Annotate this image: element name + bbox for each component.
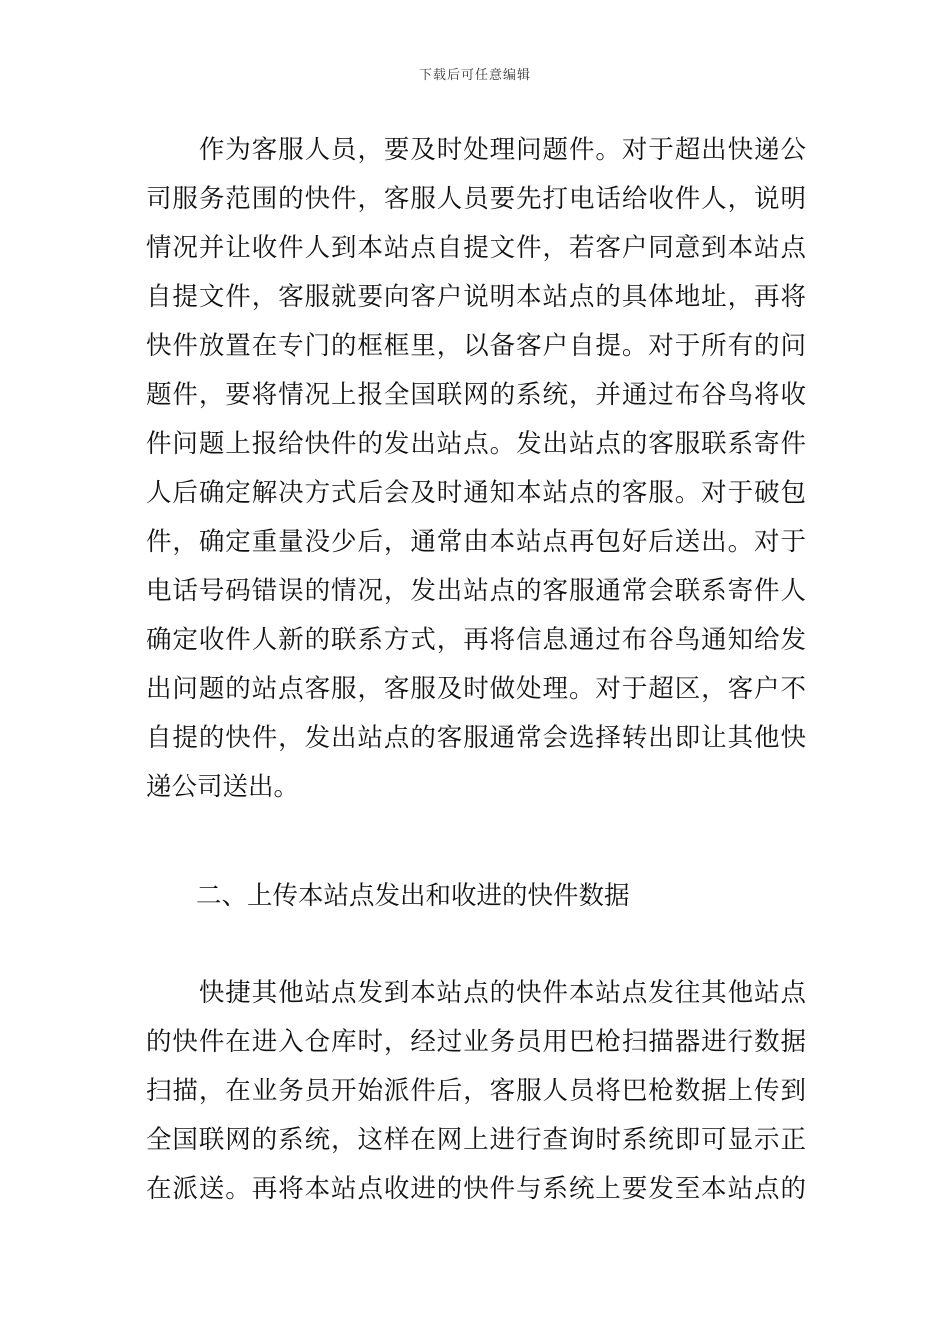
paragraph-1: [146, 126, 806, 812]
paragraph-2: [146, 969, 806, 1214]
paragraph-line: 电话号码错误的情况，发出站点的客服通常会联系寄件人: [146, 576, 806, 606]
paragraph-line: 件，确定重量没少后，通常由本站点再包好后送出。对于: [146, 527, 806, 557]
paragraph-line: 出问题的站点客服，客服及时做处理。对于超区，客户不: [146, 674, 806, 704]
paragraph-line: 自提文件，客服就要向客户说明本站点的具体地址，再将: [146, 282, 806, 312]
paragraph-line: 快捷其他站点发到本站点的快件本站点发往其他站点: [146, 978, 806, 1008]
paragraph-line: 作为客服人员，要及时处理问题件。对于超出快递公: [146, 135, 806, 165]
page-header: 下载后可任意编辑: [418, 68, 531, 83]
paragraph-line: 确定收件人新的联系方式，再将信息通过布谷鸟通知给发: [146, 625, 806, 655]
paragraph-line: 自提的快件，发出站点的客服通常会选择转出即让其他快: [146, 723, 806, 753]
paragraph-line: 快件放置在专门的框框里，以备客户自提。对于所有的问: [146, 331, 806, 361]
paragraph-line: 人后确定解决方式后会及时通知本站点的客服。对于破包: [146, 478, 806, 508]
paragraph-line: 全国联网的系统，这样在网上进行查询时系统即可显示正: [146, 1125, 806, 1155]
paragraph-line: 的快件在进入仓库时，经过业务员用巴枪扫描器进行数据: [146, 1027, 806, 1057]
paragraph-line: 扫描，在业务员开始派件后，客服人员将巴枪数据上传到: [146, 1076, 806, 1106]
paragraph-line: 件问题上报给快件的发出站点。发出站点的客服联系寄件: [146, 429, 806, 459]
section-heading: 二、上传本站点发出和收进的快件数据: [196, 881, 630, 911]
paragraph-line: 递公司送出。: [146, 772, 300, 802]
paragraph-line: 题件，要将情况上报全国联网的系统，并通过布谷鸟将收: [146, 380, 806, 410]
paragraph-line: 情况并让收件人到本站点自提文件，若客户同意到本站点: [146, 233, 806, 263]
paragraph-line: 在派送。再将本站点收进的快件与系统上要发至本站点的: [146, 1174, 806, 1204]
paragraph-line: 司服务范围的快件，客服人员要先打电话给收件人，说明: [146, 184, 806, 214]
